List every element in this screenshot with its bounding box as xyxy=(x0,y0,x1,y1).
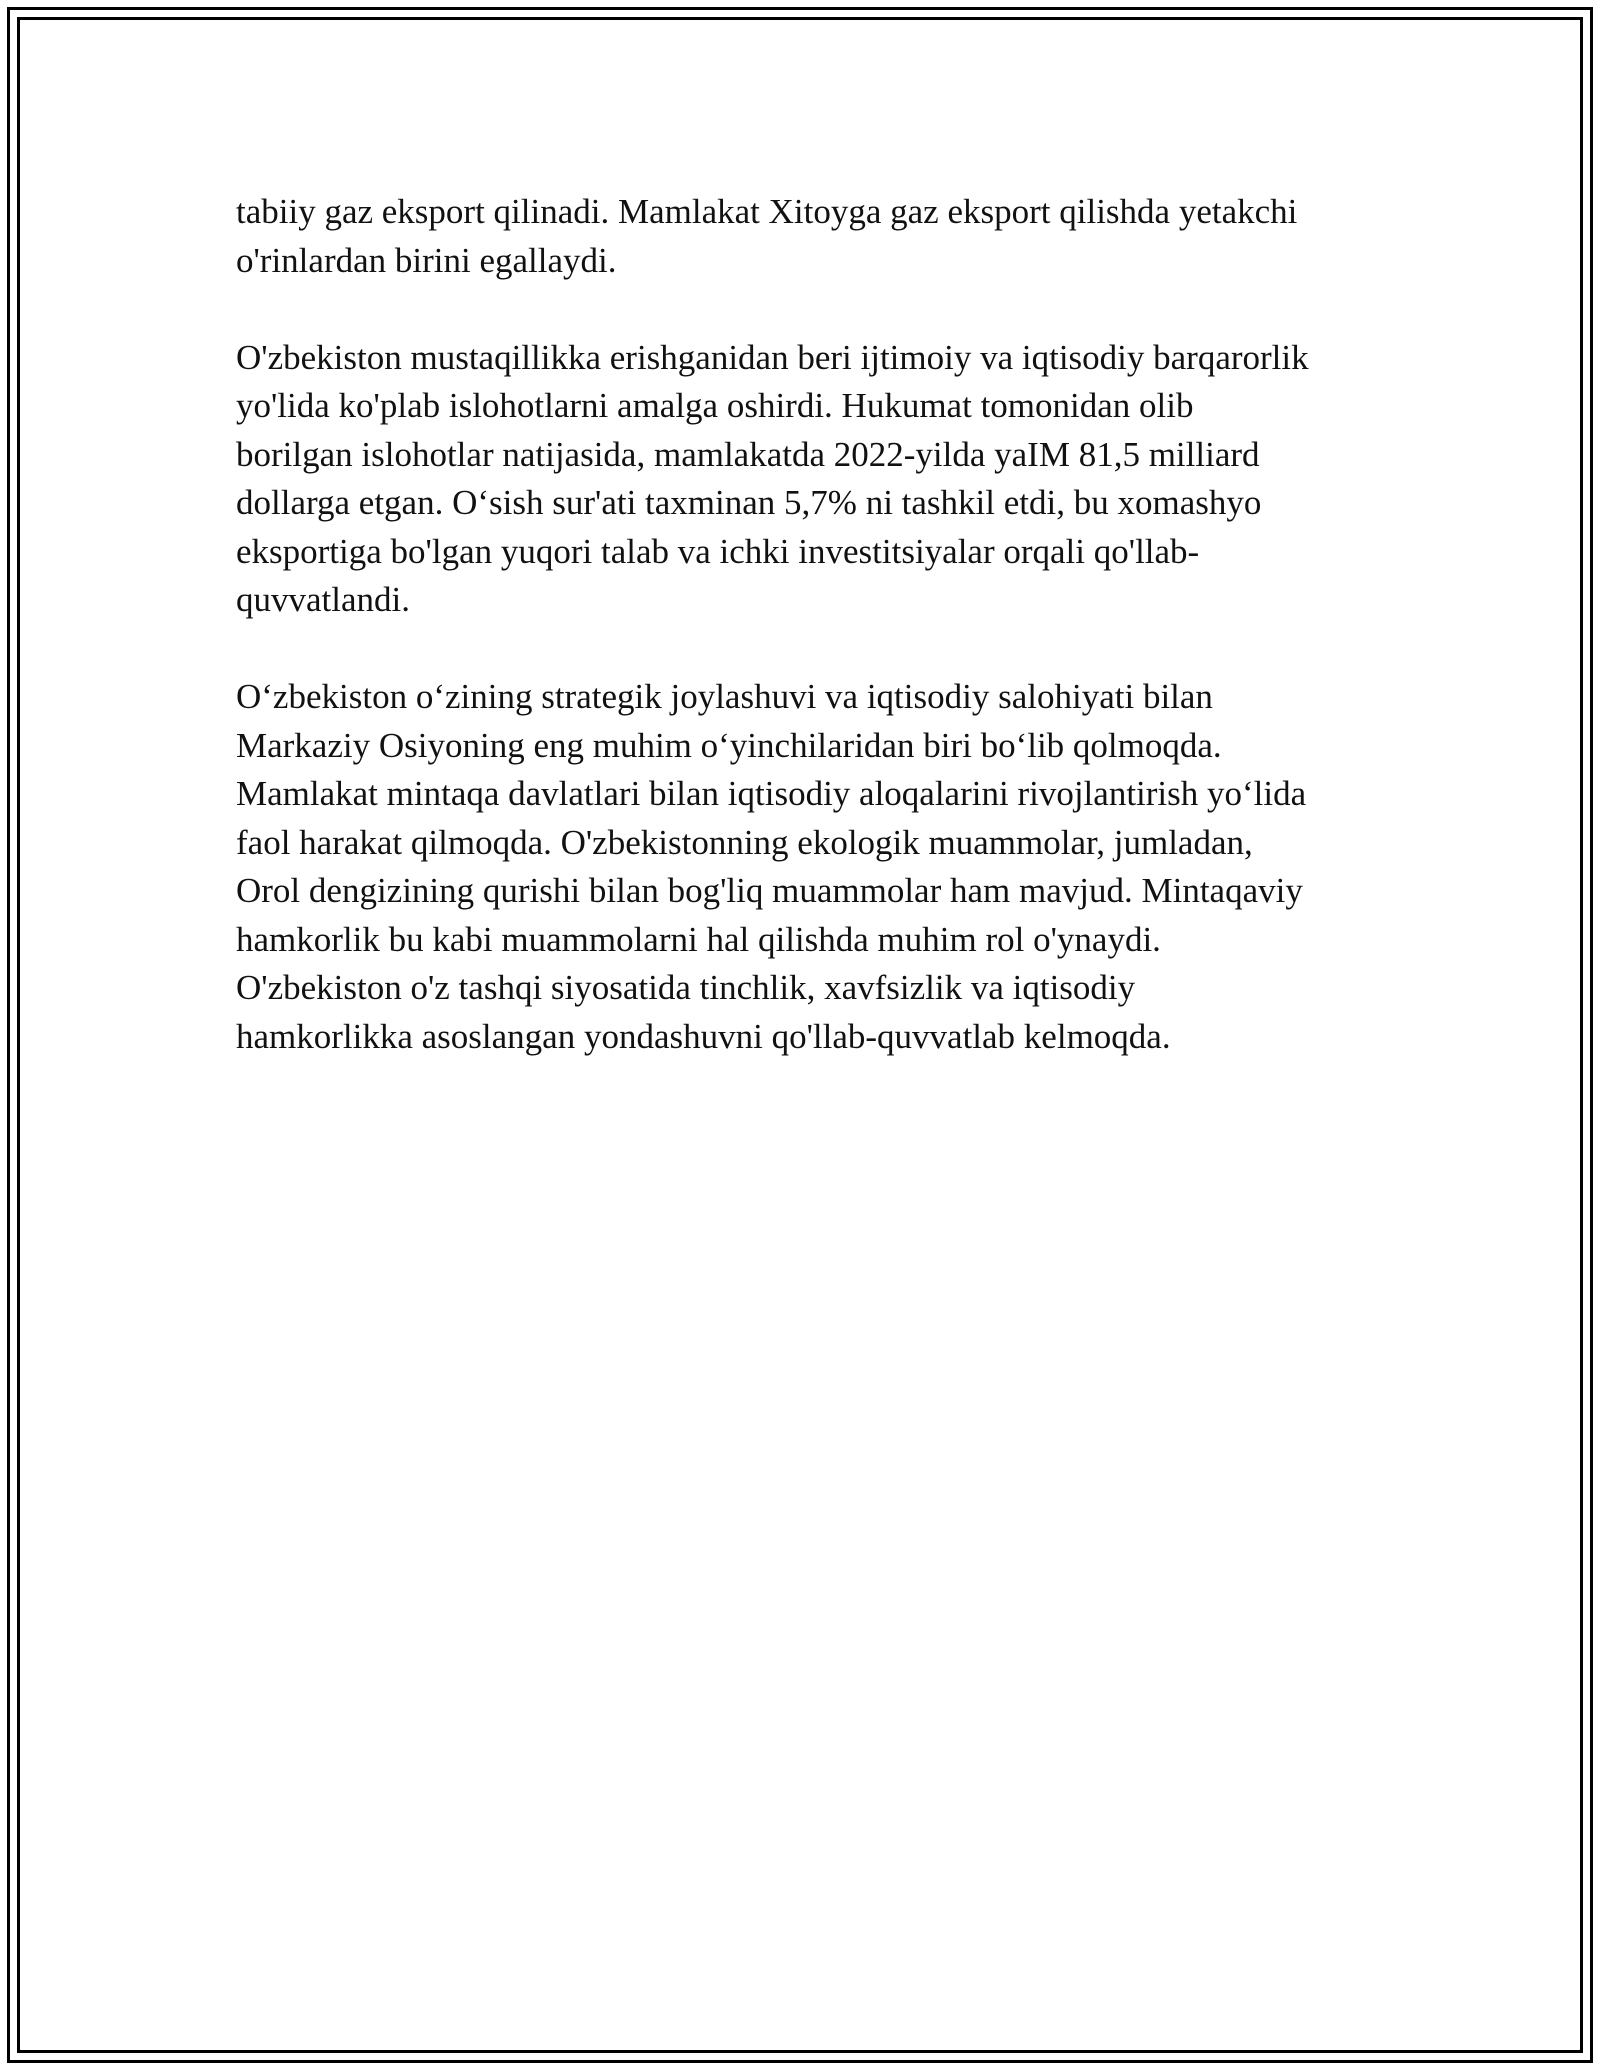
text-line: borilgan islohotlar natijasida, mamlakatda 2022-yilda yaIM 81,5 milliard xyxy=(236,434,1260,474)
text-line: tabiiy gaz eksport qilinadi. Mamlakat Xitoyga gaz eksport qilishda yetakchi xyxy=(236,192,1298,231)
text-line: Mamlakat mintaqa davlatlari bilan iqtisodiy aloqalarini rivojlantirish yo‘lida xyxy=(236,774,1307,813)
text-line: Markaziy Osiyoning eng muhim o‘yinchilaridan biri bo‘lib qolmoqda. xyxy=(236,725,1222,765)
paragraph-reforms xyxy=(236,334,1366,625)
text-line: hamkorlik bu kabi muammolarni hal qilishda muhim rol o'ynaydi. xyxy=(236,919,1161,959)
paragraph-gas-export xyxy=(236,188,1366,285)
paragraph-regional-role xyxy=(236,673,1366,1061)
document-body xyxy=(236,188,1366,1110)
text-line: yo'lida ko'plab islohotlarni amalga oshirdi. Hukumat tomonidan olib xyxy=(236,386,1194,425)
text-line: O'zbekiston mustaqillikka erishganidan beri ijtimoiy va iqtisodiy barqarorlik xyxy=(236,337,1309,377)
text-line: o'rinlardan birini egallaydi. xyxy=(236,240,617,280)
text-line: O‘zbekiston o‘zining strategik joylashuvi va iqtisodiy salohiyati bilan xyxy=(236,677,1213,716)
text-line: faol harakat qilmoqda. O'zbekistonning ekologik muammolar, jumladan, xyxy=(236,822,1253,862)
text-line: Orol dengizining qurishi bilan bog'liq muammolar ham mavjud. Mintaqaviy xyxy=(236,871,1303,910)
text-line: hamkorlikka asoslangan yondashuvni qo'llab-quvvatlab kelmoqda. xyxy=(236,1016,1171,1056)
text-line: eksportiga bo'lgan yuqori talab va ichki investitsiyalar orqali qo'llab- xyxy=(236,531,1200,571)
text-line: dollarga etgan. O‘sish sur'ati taxminan 5,7% ni tashkil etdi, bu xomashyo xyxy=(236,483,1262,522)
text-line: quvvatlandi. xyxy=(236,580,410,619)
text-line: O'zbekiston o'z tashqi siyosatida tinchlik, xavfsizlik va iqtisodiy xyxy=(236,968,1136,1007)
